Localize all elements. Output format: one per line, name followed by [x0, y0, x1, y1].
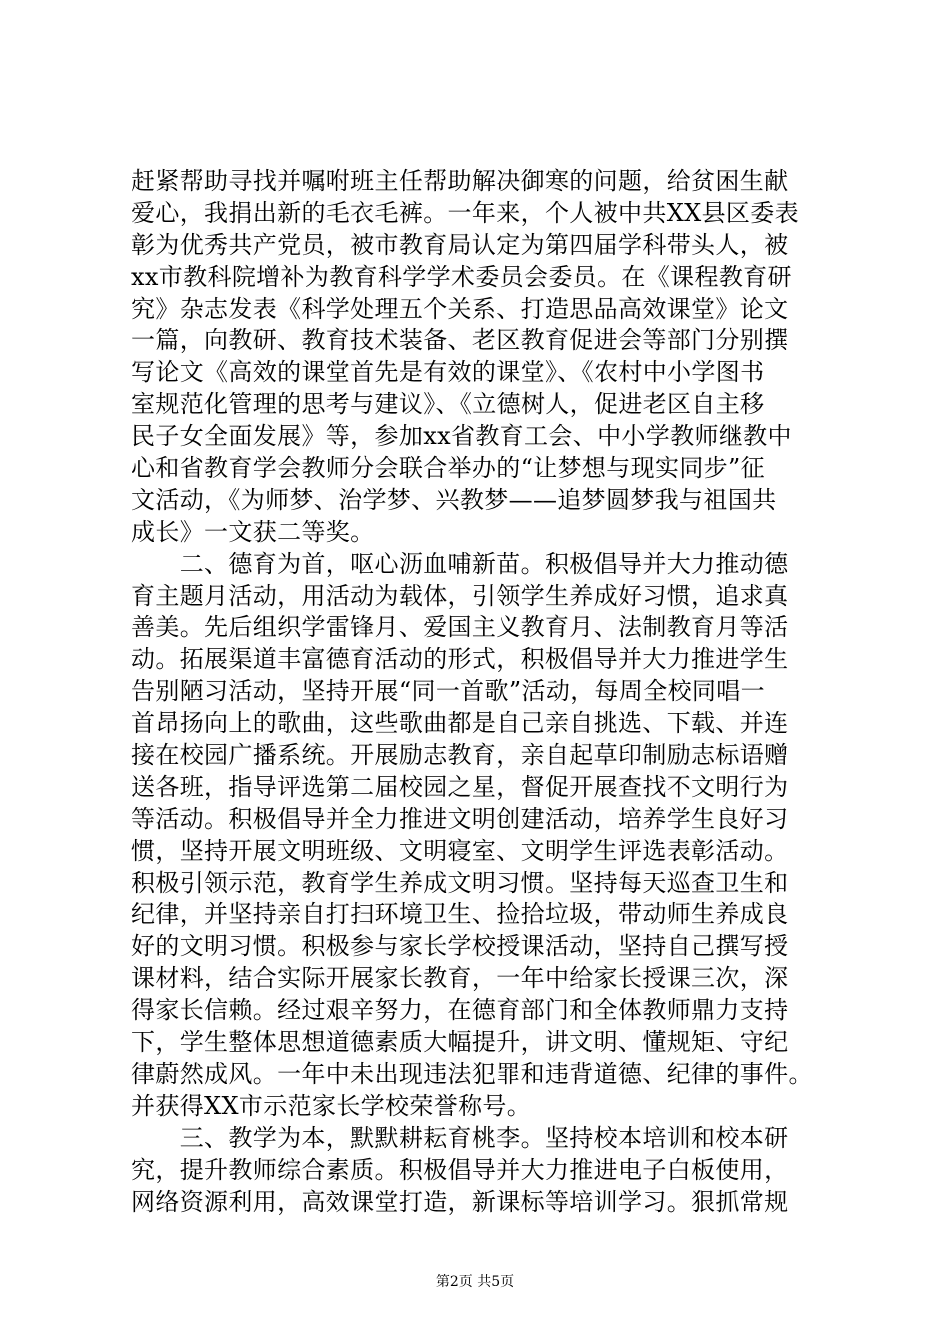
text-line: 接在校园广播系统。开展励志教育，亲自起草印制励志标语赠: [131, 741, 789, 770]
text-line: 民子女全面发展》等，参加xx省教育工会、中小学教师继教中: [131, 422, 792, 451]
text-line: 究，提升教师综合素质。积极倡导并大力推进电子白板使用，: [131, 1155, 789, 1184]
text-line: xx市教科院增补为教育科学学术委员会委员。在《课程教育研: [131, 262, 792, 291]
section-heading-line: 三、教学为本，默默耕耘育桃李。坚持校本培训和校本研: [131, 1123, 789, 1152]
text-line: 等活动。积极倡导并全力推进文明创建活动，培养学生良好习: [131, 804, 789, 833]
text-line: 得家长信赖。经过艰辛努力，在德育部门和全体教师鼎力支持: [131, 996, 789, 1025]
text-line: 一篇，向教研、教育技术装备、老区教育促进会等部门分别撰: [131, 326, 789, 355]
text-line: 好的文明习惯。积极参与家长学校授课活动，坚持自己撰写授: [131, 932, 789, 961]
text-line: 写论文《高效的课堂首先是有效的课堂》、《农村中小学图书: [131, 358, 765, 387]
text-line: 室规范化管理的思考与建议》、《立德树人，促进老区自主移: [131, 390, 765, 419]
page-number-footer: 第2页 共5页: [435, 1274, 515, 1290]
text-line: 课材料，结合实际开展家长教育，一年中给家长授课三次，深: [131, 964, 789, 993]
text-line: 积极引领示范，教育学生养成文明习惯。坚持每天巡查卫生和: [131, 868, 789, 897]
text-line: 并获得XX市示范家长学校荣誉称号。: [131, 1091, 532, 1120]
text-line: 纪律，并坚持亲自打扫环境卫生、捡拾垃圾，带动师生养成良: [131, 900, 789, 929]
text-line: 善美。先后组织学雷锋月、爱国主义教育月、法制教育月等活: [131, 613, 789, 642]
text-line: 律蔚然成风。一年中未出现违法犯罪和违背道德、纪律的事件。: [131, 1059, 813, 1088]
text-line: 究》杂志发表《科学处理五个关系、打造思品高效课堂》论文: [131, 294, 789, 323]
text-line: 网络资源利用，高效课堂打造，新课标等培训学习。狠抓常规: [131, 1187, 789, 1216]
text-line: 送各班，指导评选第二届校园之星，督促开展查找不文明行为: [131, 772, 789, 801]
text-line: 赶紧帮助寻找并嘱咐班主任帮助解决御寒的问题，给贫困生献: [131, 167, 789, 195]
text-line: 惯，坚持开展文明班级、文明寝室、文明学生评选表彰活动。: [131, 836, 789, 865]
text-line: 心和省教育学会教师分会联合举办的“让梦想与现实同步”征: [131, 454, 765, 483]
text-line: 文活动，《为师梦、治学梦、兴教梦——追梦圆梦我与祖国共: [131, 485, 777, 514]
text-line: 彰为优秀共产党员，被市教育局认定为第四届学科带头人，被: [131, 230, 789, 259]
text-line: 下，学生整体思想道德素质大幅提升，讲文明、懂规矩、守纪: [131, 1028, 789, 1057]
text-line: 育主题月活动，用活动为载体，引领学生养成好习惯，追求真: [131, 581, 789, 610]
text-line: 告别陋习活动，坚持开展“同一首歌”活动，每周全校同唱一: [131, 677, 765, 706]
body-text: [131, 166, 847, 1218]
text-line: 动。拓展渠道丰富德育活动的形式，积极倡导并大力推进学生: [131, 645, 789, 674]
text-line: 成长》一文获二等奖。: [131, 517, 375, 546]
section-heading-line: 二、德育为首，呕心沥血哺新苗。积极倡导并大力推动德: [131, 549, 789, 578]
text-line: 爱心，我捐出新的毛衣毛裤。一年来，个人被中共XX县区委表: [131, 198, 799, 227]
text-line: 首昂扬向上的歌曲，这些歌曲都是自己亲自挑选、下载、并连: [131, 709, 789, 738]
